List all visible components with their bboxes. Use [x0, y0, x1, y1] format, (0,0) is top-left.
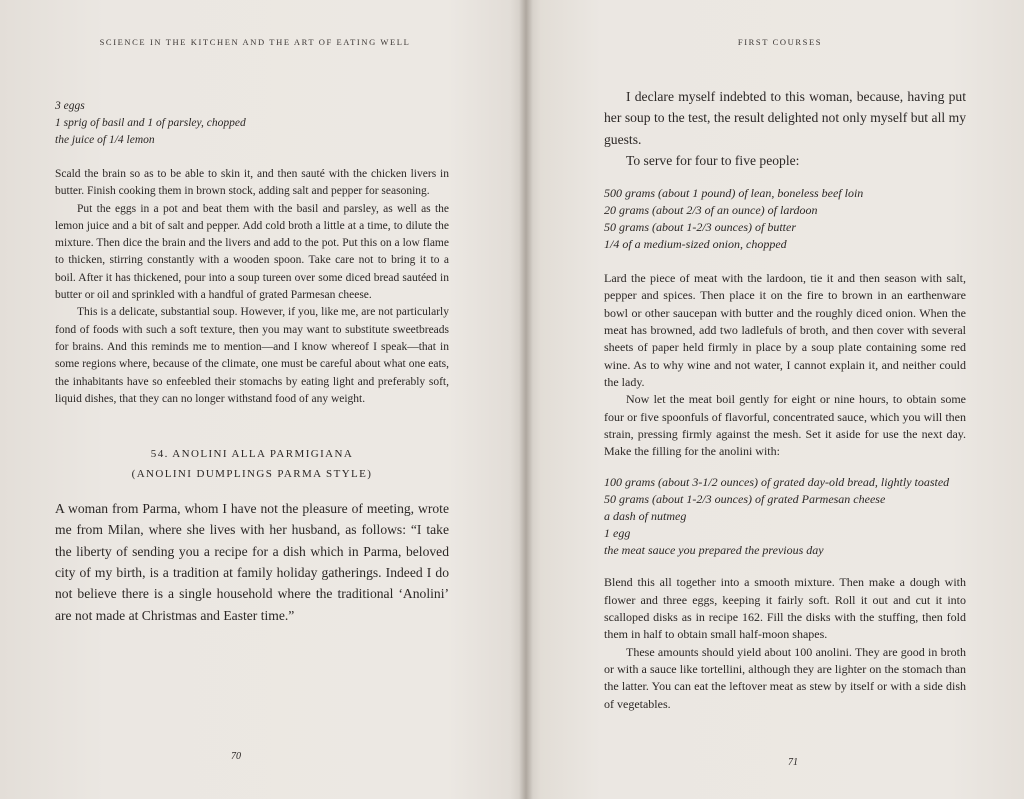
ingredient-line: the meat sauce you prepared the previous day [604, 543, 824, 558]
method-text [604, 574, 966, 712]
left-page-text [55, 98, 449, 626]
paragraph: To serve for four to five people: [626, 152, 800, 168]
running-head-right: FIRST COURSES [737, 37, 823, 47]
method-text [604, 270, 966, 460]
running-head-left: SCIENCE IN THE KITCHEN AND THE ART OF EATING WELL [99, 37, 411, 47]
recipe-intro-continued [604, 86, 966, 171]
ingredient-list [604, 185, 966, 253]
page-number: 70 [231, 751, 241, 762]
ingredient-line: 50 grams (about 1-2/3 ounces) of grated Parmesan cheese [604, 492, 886, 507]
ingredient-line: 50 grams (about 1-2/3 ounces) of butter [604, 220, 796, 235]
ingredient-line: the juice of 1/4 lemon [55, 134, 155, 146]
ingredient-line: 500 grams (about 1 pound) of lean, boneless beef loin [604, 186, 864, 201]
paragraph: A woman from Parma, whom I have not the pleasure of meeting, wrote me from Milan, where she lives with her husband, as follows: “I take the liberty of sending you a recipe for a dish which in Parma, beloved city of my birth, is a tradition at family holiday gatherings. Indeed I do not believe there is a single household where the traditional ‘Anolini’ are not made at Christmas and Easter time.” [55, 501, 449, 623]
paragraph: Lard the piece of meat with the lardoon, tie it and then season with salt, pepper and spices. Then place it on the fire to brown in an earthenware bowl or other saucepan with butter and the roughly diced onion. When the meat has browned, add two ladlefuls of broth, and then cover with several sheets of paper held firmly in place by a soup plate containing some red wine. As to why wine and not water, I cannot explain it, and neither could the lady. [604, 271, 966, 389]
paragraph: Now let the meat boil gently for eight or nine hours, to obtain some four or five spoonfuls of flavorful, concentrated sauce, which you will then strain, pressing firmly against the mesh. Set it aside for use the next day. Make the filling for the anolini with: [604, 392, 966, 459]
paragraph: Blend this all together into a smooth mixture. Then make a dough with flower and three eggs, keeping it fairly soft. Roll it out and cut it into scalloped disks as in recipe 162. Fill the disks with the stuffing, then fold them in half to obtain small half-moon shapes. [604, 575, 966, 642]
recipe-intro [55, 498, 449, 626]
recipe-subtitle: (ANOLINI DUMPLINGS PARMA STYLE) [131, 468, 373, 481]
book-gutter [519, 0, 533, 799]
paragraph: This is a delicate, substantial soup. However, if you, like me, are not particularly fond of foods with such a soft texture, then you may want to substitute sweetbreads for brains. And this reminds me to mention—and I know whereof I speak—that in some regions where, because of the climate, one must be careful about what one eats, the inhabitants have so enfeebled their stomachs by eating light and preferably soft, liquid dishes, that they can no longer withstand food of any weight. [55, 306, 449, 405]
paragraph: These amounts should yield about 100 anolini. They are good in broth or with a sauce like tortellini, although they are lighter on the stomach than the latter. You can eat the leftover meat as stew by itself or with a side dish of vegetables. [604, 644, 966, 711]
recipe-heading [55, 444, 449, 484]
right-page-text [604, 86, 966, 713]
page-number: 71 [788, 757, 798, 768]
ingredient-line: 1 egg [604, 526, 631, 541]
ingredient-line: 3 eggs [55, 100, 85, 112]
paragraph: Scald the brain so as to be able to skin it, and then sauté with the chicken livers in butter. Finish cooking them in brown stock, adding salt and pepper for seasoning. [55, 168, 449, 198]
ingredient-line: 20 grams (about 2/3 of an ounce) of lardoon [604, 203, 818, 218]
ingredient-line: 1 sprig of basil and 1 of parsley, chopped [55, 117, 246, 129]
ingredient-list [55, 98, 449, 149]
method-text [55, 166, 449, 408]
paragraph: I declare myself indebted to this woman, because, having put her soup to the test, the result delighted not only myself but all my guests. [604, 89, 966, 147]
recipe-title: 54. ANOLINI ALLA PARMIGIANA [150, 448, 354, 461]
paragraph: Put the eggs in a pot and beat them with the basil and parsley, as well as the lemon juice and a bit of salt and pepper. Add cold broth a little at a time, to dilute the mixture. Then dice the brain and the livers and add to the pot. Put this on a low flame to thicken, stirring constantly with a wooden spoon. Take care not to bring it to a boil. After it has thickened, pour into a soup tureen over some diced bread sautéed in butter or oil and sprinkled with a handful of grated Parmesan cheese. [55, 202, 449, 302]
filling-ingredient-list [604, 474, 966, 559]
ingredient-line: a dash of nutmeg [604, 509, 687, 524]
ingredient-line: 1/4 of a medium-sized onion, chopped [604, 237, 787, 252]
ingredient-line: 100 grams (about 3-1/2 ounces) of grated day-old bread, lightly toasted [604, 475, 950, 490]
